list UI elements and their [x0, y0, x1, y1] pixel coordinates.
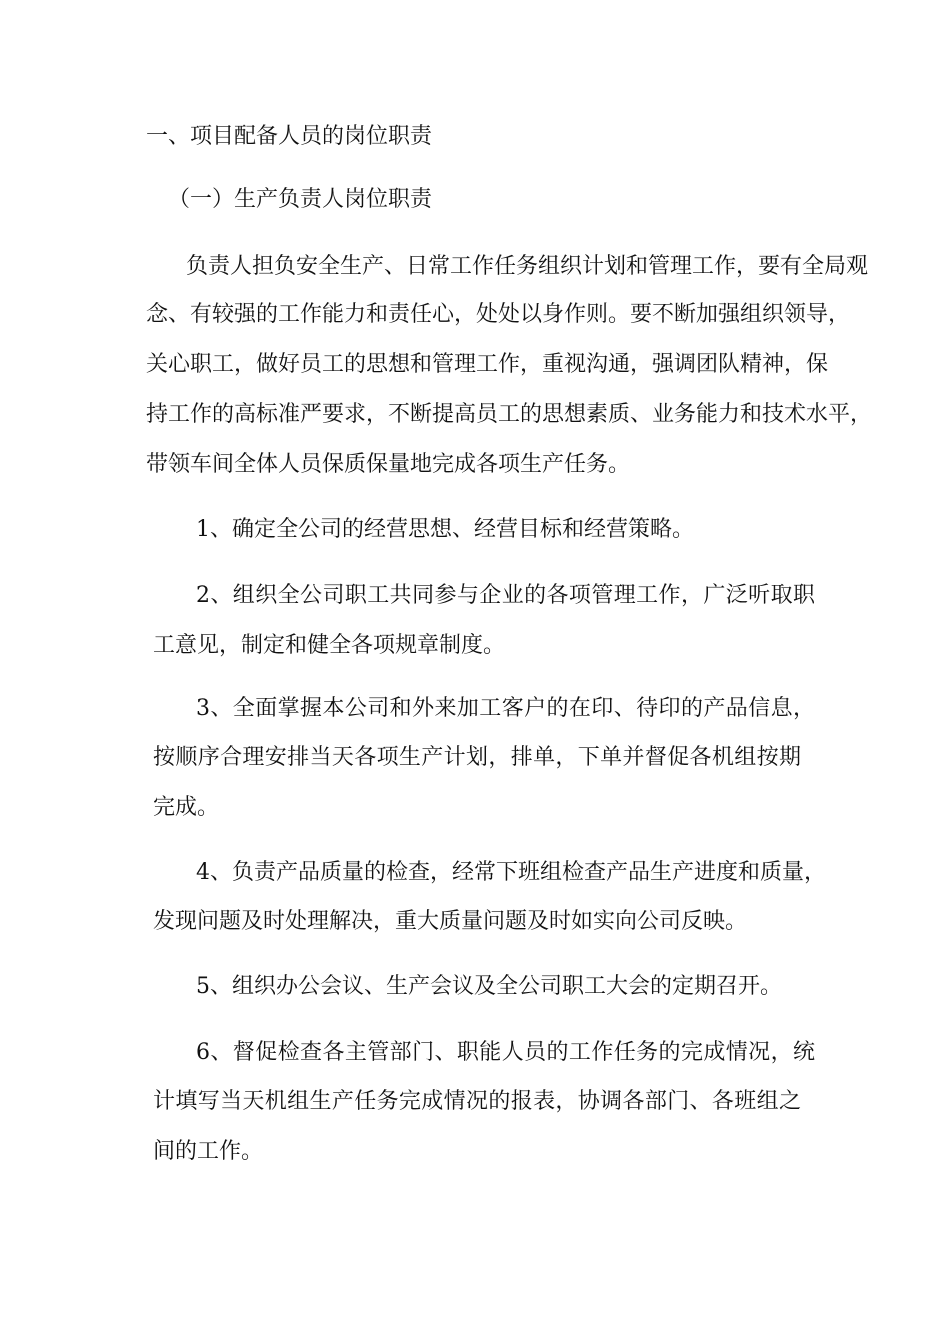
section-heading: 一、项目配备人员的岗位职责 — [146, 124, 433, 149]
paragraph-line: 1、确定全公司的经营思想、经营目标和经营策略。 — [196, 517, 694, 542]
paragraph-line: 5、组织办公会议、生产会议及全公司职工大会的定期召开。 — [196, 974, 782, 999]
paragraph-line: 负责人担负安全生产、日常工作任务组织计划和管理工作，要有全局观 — [186, 254, 869, 279]
paragraph-line: 完成。 — [153, 795, 220, 820]
paragraph-line: 发现问题及时处理解决，重大质量问题及时如实向公司反映。 — [153, 909, 748, 934]
paragraph-line: 计填写当天机组生产任务完成情况的报表，协调各部门、各班组之 — [153, 1089, 801, 1114]
subsection-heading: （一）生产负责人岗位职责 — [168, 187, 433, 212]
paragraph-line: 按顺序合理安排当天各项生产计划，排单，下单并督促各机组按期 — [153, 745, 801, 770]
paragraph-line: 念、有较强的工作能力和责任心，处处以身作则。要不断加强组织领导， — [146, 302, 851, 327]
paragraph-line: 关心职工，做好员工的思想和管理工作，重视沟通，强调团队精神，保 — [146, 352, 829, 377]
paragraph-line: 4、负责产品质量的检查，经常下班组检查产品生产进度和质量， — [196, 860, 826, 885]
paragraph-line: 持工作的高标准严要求，不断提高员工的思想素质、业务能力和技术水平， — [146, 402, 873, 427]
paragraph-line: 3、全面掌握本公司和外来加工客户的在印、待印的产品信息， — [196, 696, 815, 721]
paragraph-line: 带领车间全体人员保质保量地完成各项生产任务。 — [146, 452, 631, 477]
paragraph-line: 2、组织全公司职工共同参与企业的各项管理工作，广泛听取职 — [196, 583, 815, 608]
paragraph-line: 工意见，制定和健全各项规章制度。 — [153, 633, 506, 658]
paragraph-line: 间的工作。 — [153, 1139, 264, 1164]
paragraph-line: 6、督促检查各主管部门、职能人员的工作任务的完成情况，统 — [196, 1040, 815, 1065]
